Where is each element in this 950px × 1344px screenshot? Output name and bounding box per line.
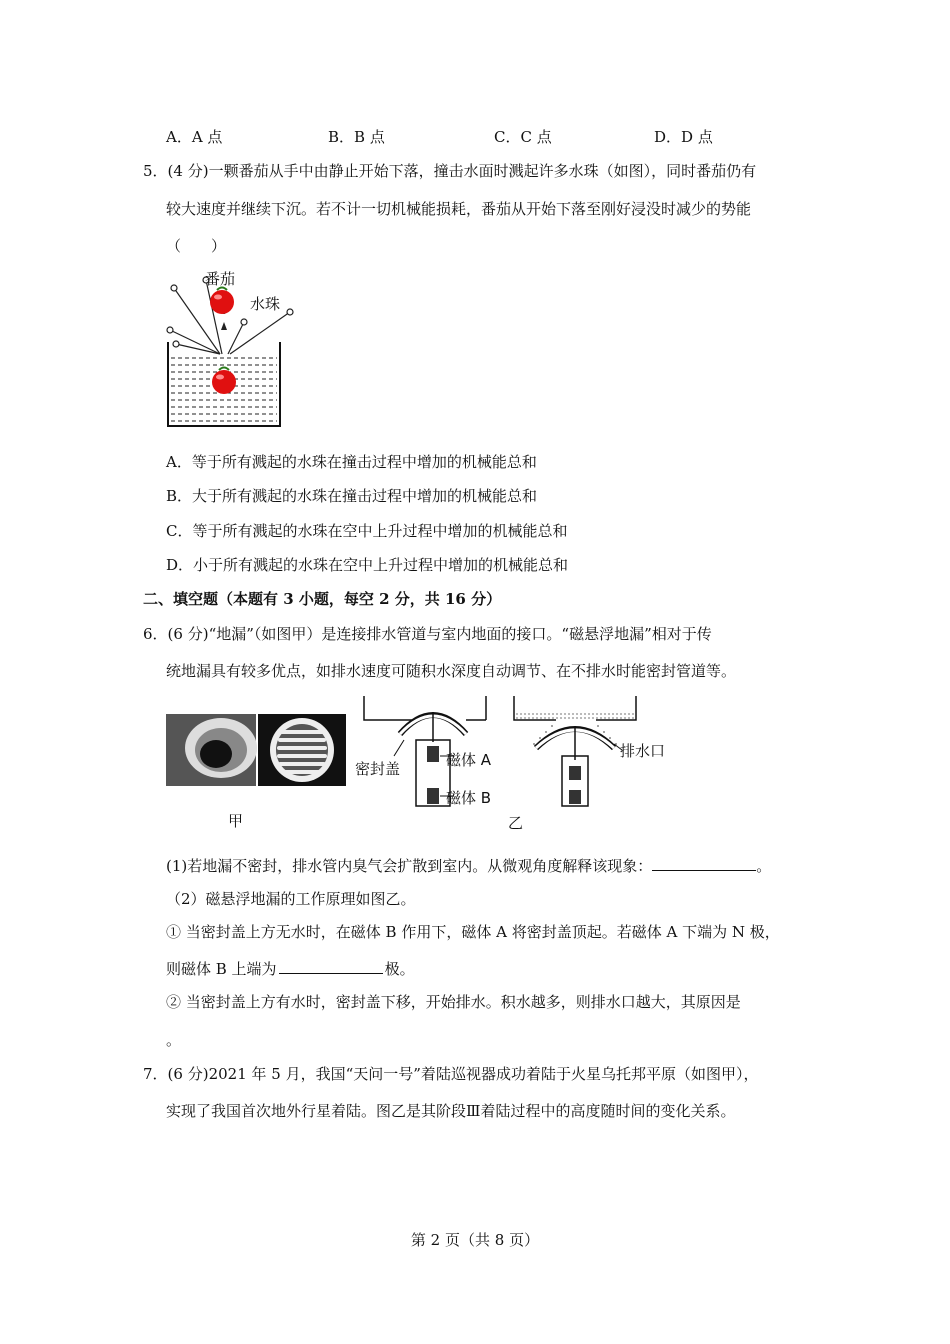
question-number: 5．: [143, 162, 168, 180]
magnetic-drain-diagram: [356, 694, 646, 810]
q6-sub-1-text: (1)若地漏不密封，排水管内臭气会扩散到室内。从微观角度解释该现象：: [166, 857, 653, 875]
q6-sub-1-end: 。: [756, 857, 772, 875]
magnet-b-label: 磁体 B: [446, 789, 492, 807]
q5-option-c: C．等于所有溅起的水珠在空中上升过程中增加的机械能总和: [166, 522, 568, 540]
q6-sub-2-1-text: 则磁体 B 上端为: [166, 960, 277, 978]
tomato-splash-figure: [160, 266, 300, 432]
seal-cover-label: 密封盖: [355, 760, 401, 778]
question-score: (4 分): [167, 162, 209, 180]
answer-blank[interactable]: [279, 959, 383, 974]
q6-sub-2-1-line-2: [166, 959, 415, 979]
q4-option-c: C．C 点: [494, 128, 552, 146]
q4-option-b: B．B 点: [328, 128, 385, 146]
q6-sub-2-1-line-1: ① 当密封盖上方无水时，在磁体 B 作用下，磁体 A 将密封盖顶起。若磁体 A 下端为 N 极，: [166, 923, 780, 941]
droplet-label: 水珠: [250, 295, 281, 313]
q5-option-b: B．大于所有溅起的水珠在撞击过程中增加的机械能总和: [166, 487, 538, 505]
question-5-line-1: [143, 161, 756, 181]
tomato-label: 番茄: [205, 270, 236, 288]
page-footer: 第 2 页（共 8 页）: [410, 1231, 540, 1249]
question-score: (6 分): [167, 1065, 209, 1083]
q4-option-d: D．D 点: [654, 128, 713, 146]
question-number: 7．: [143, 1065, 168, 1083]
question-score: (6 分): [167, 625, 209, 643]
question-7-line-2: 实现了我国首次地外行星着陆。图乙是其阶段Ⅲ着陆过程中的高度随时间的变化关系。: [166, 1102, 736, 1120]
magnet-a-label: 磁体 A: [446, 751, 492, 769]
q6-sub-1: [166, 856, 771, 876]
q5-option-a: A．等于所有溅起的水珠在撞击过程中增加的机械能总和: [166, 453, 537, 471]
question-6-line-2: 统地漏具有较多优点，如排水速度可随积水深度自动调节、在不排水时能密封管道等。: [166, 662, 737, 680]
q4-option-a: A．A 点: [166, 128, 223, 146]
q6-sub-2: （2）磁悬浮地漏的工作原理如图乙。: [166, 890, 416, 908]
question-5-answer-paren: （ ）: [166, 237, 227, 255]
q6-sub-2-2-line-2: 。: [166, 1031, 182, 1049]
section-heading: 二、填空题（本题有 3 小题，每空 2 分，共 16 分）: [143, 590, 502, 608]
q6-sub-2-2-line-1: ② 当密封盖上方有水时，密封盖下移，开始排水。积水越多，则排水口越大，其原因是: [166, 993, 741, 1011]
question-text: 2021 年 5 月，我国“天问一号”着陆巡视器成功着陆于火星乌托邦平原（如图甲），: [208, 1065, 759, 1083]
figure-yi-caption: 乙: [508, 814, 524, 832]
answer-blank[interactable]: [652, 856, 756, 871]
q5-option-d: D．小于所有溅起的水珠在空中上升过程中增加的机械能总和: [166, 556, 569, 574]
figure-jia-caption: 甲: [228, 812, 244, 830]
question-7-line-1: [143, 1064, 758, 1084]
q6-sub-2-1-end: 极。: [384, 960, 415, 978]
question-5-line-2: 较大速度并继续下沉。若不计一切机械能损耗，番茄从开始下落至刚好浸没时减少的势能: [166, 200, 752, 218]
question-text: “地漏”（如图甲）是连接排水管道与室内地面的接口。“磁悬浮地漏”相对于传: [208, 625, 712, 643]
question-text: 一颗番茄从手中由静止开始下落，撞击水面时溅起许多水珠（如图），同时番茄仍有: [208, 162, 757, 180]
drain-outlet-label: 排水口: [620, 742, 666, 760]
floor-drain-photo-figure: [166, 714, 346, 786]
question-number: 6．: [143, 625, 168, 643]
question-6-line-1: [143, 624, 712, 644]
